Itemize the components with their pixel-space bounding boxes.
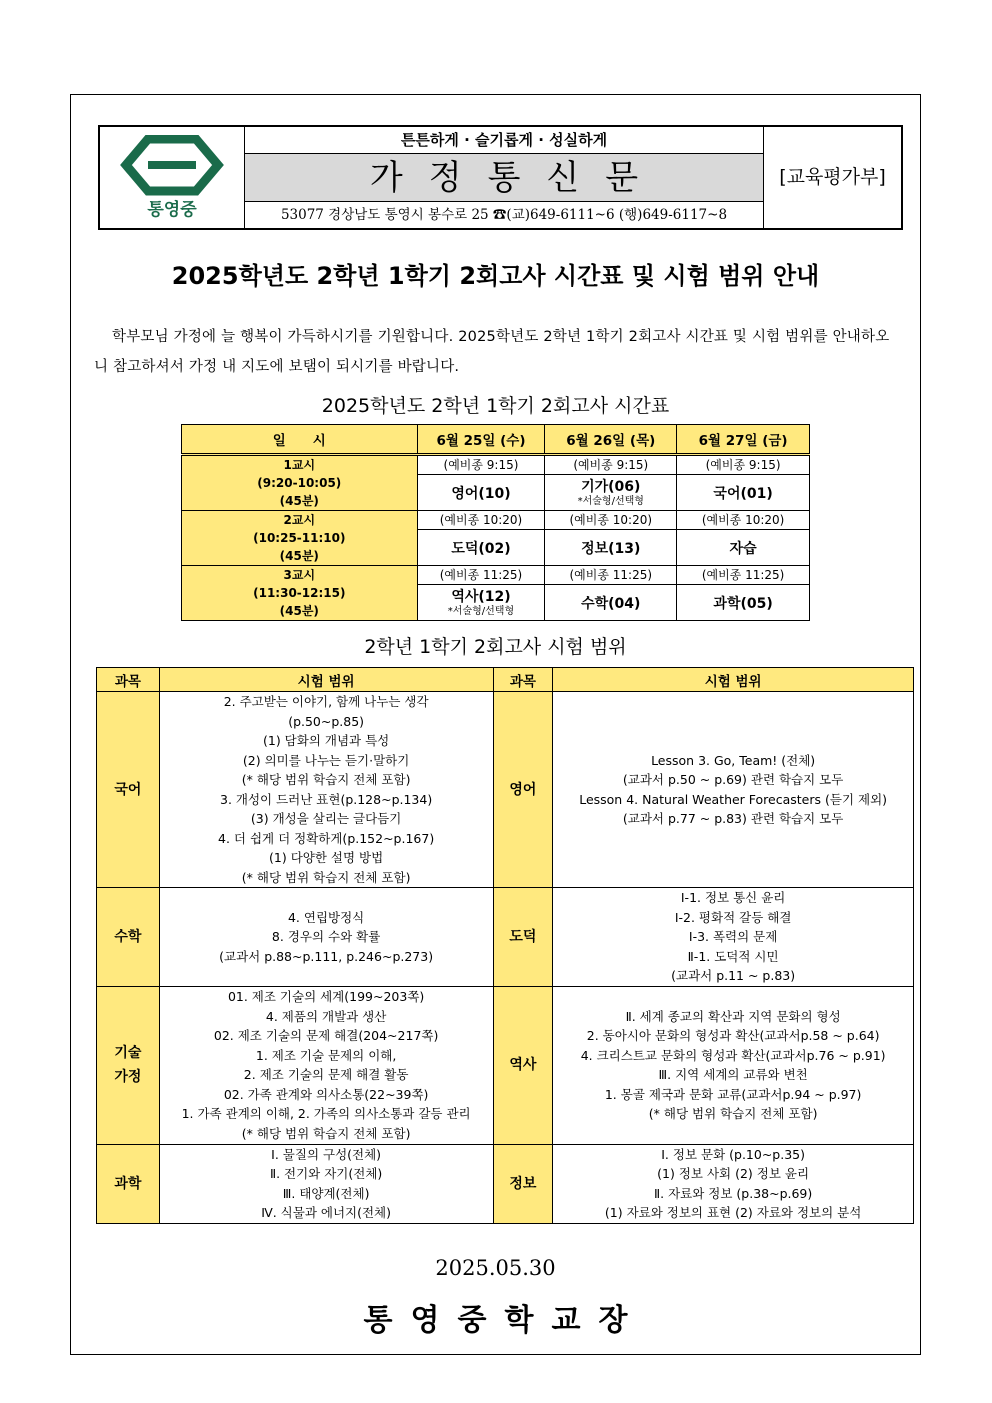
range-line: (교과서 p.50 ~ p.69) 관련 학습지 모두 xyxy=(622,772,844,787)
range-line: Ⅲ. 태양계(전체) xyxy=(282,1185,370,1201)
range-line: 2. 제조 기술의 문제 해결 활동 xyxy=(243,1067,409,1082)
subject-label: 영어 xyxy=(509,781,537,798)
range-line: Ⅰ-1. 정보 통신 윤리 xyxy=(680,890,786,905)
range-line: Ⅰ-3. 폭력의 문제 xyxy=(688,929,778,944)
range-line: 01. 제조 기술의 세계(199~203쪽) xyxy=(227,989,425,1004)
range-line: Ⅱ. 세계 종교의 확산과 지역 문화의 형성 xyxy=(625,1008,841,1024)
exam-subject: 기가(06) xyxy=(581,479,641,496)
range-line: (1) 다양한 설명 방법 xyxy=(269,850,384,865)
range-line: 02. 가족 관계와 의사소통(22~39쪽) xyxy=(223,1086,429,1102)
range-content xyxy=(159,986,493,1144)
period-time: (9:20-10:05) xyxy=(257,476,342,490)
range-line: Ⅰ. 물질의 구성(전체) xyxy=(271,1146,382,1162)
range-line: Ⅱ. 자료와 정보 (p.38~p.69) xyxy=(653,1185,813,1201)
day-header: 6월 25일 (수) xyxy=(417,425,545,455)
period-name: 2교시 xyxy=(283,513,316,527)
exam-range-table xyxy=(96,667,914,1224)
exam-subject: 자습 xyxy=(677,530,810,566)
newsletter-title: 가정통신문 xyxy=(245,154,763,202)
bell-time: (예비종 11:25) xyxy=(677,566,810,585)
range-line: 1. 몽골 제국과 문화 교류(교과서p.94 ~ p.97) xyxy=(604,1086,862,1102)
range-line: 4. 연립방정식 xyxy=(287,909,365,925)
col-subject-header: 과목 xyxy=(97,668,160,692)
subject-name xyxy=(493,1144,553,1223)
subject-label: 수학 xyxy=(114,928,142,945)
period-name: 1교시 xyxy=(283,458,316,472)
range-line: (교과서 p.11 ~ p.83) xyxy=(671,968,796,983)
range-line: (2) 의미를 나누는 듣기·말하기 xyxy=(242,752,410,768)
range-line: 3. 개성이 드러난 표현(p.128~p.134) xyxy=(220,791,433,807)
school-address: 53077 경상남도 통영시 봉수로 25 ☎(교)649-6111~6 (행)649-6117~8 xyxy=(280,207,728,223)
range-row xyxy=(97,986,914,1144)
col-subject-header: 과목 xyxy=(493,668,553,692)
range-line: 8. 경우의 수와 확률 xyxy=(271,929,381,944)
period-duration: (45분) xyxy=(279,494,319,508)
range-line: 2. 주고받는 이야기, 함께 나누는 생각 xyxy=(223,694,429,709)
subject-name xyxy=(493,692,553,888)
period-time: (10:25-11:10) xyxy=(253,531,346,545)
range-content xyxy=(159,692,493,888)
range-line: (3) 개성을 살리는 글다듬기 xyxy=(250,811,402,826)
range-line: Ⅰ. 정보 문화 (p.10~p.35) xyxy=(661,1146,805,1162)
exam-subject: 도덕(02) xyxy=(417,530,545,566)
range-line: Lesson 3. Go, Team! (전체) xyxy=(651,752,816,768)
period-name: 3교시 xyxy=(283,568,316,582)
period-cell xyxy=(182,511,418,566)
range-line: (교과서 p.77 ~ p.83) 관련 학습지 모두 xyxy=(622,811,844,826)
bell-time: (예비종 10:20) xyxy=(545,511,677,530)
school-motto: 튼튼하게 · 슬기롭게 · 성실하게 xyxy=(245,127,763,154)
subject-name xyxy=(97,888,160,987)
exam-subject: 역사(12) xyxy=(451,589,511,606)
subject-name xyxy=(97,692,160,888)
exam-subject: 수학(04) xyxy=(545,585,677,621)
range-line: (1) 담화의 개념과 특성 xyxy=(263,733,390,748)
logo-text: 통영중 xyxy=(147,200,197,220)
range-line: (* 해당 범위 학습지 전체 포함) xyxy=(241,869,411,885)
range-line: (교과서 p.88~p.111, p.246~p.273) xyxy=(219,948,434,964)
range-content xyxy=(553,1144,914,1223)
period-duration: (45분) xyxy=(279,604,319,618)
exam-note: *서술형/선택형 xyxy=(577,496,644,508)
range-line: (1) 자료와 정보의 표현 (2) 자료와 정보의 분석 xyxy=(604,1205,862,1220)
intro-paragraph xyxy=(94,322,896,382)
range-line: (1) 정보 사회 (2) 정보 윤리 xyxy=(657,1166,810,1181)
school-logo xyxy=(100,127,245,228)
schedule-table xyxy=(181,424,810,621)
col-range-header: 시험 범위 xyxy=(159,668,493,692)
bell-time: (예비종 9:15) xyxy=(677,455,810,475)
range-line: Ⅳ. 식물과 에너지(전체) xyxy=(261,1205,392,1220)
period-cell xyxy=(182,566,418,621)
subject-label: 국어 xyxy=(114,781,142,798)
range-line: 2. 동아시아 문화의 형성과 확산(교과서p.58 ~ p.64) xyxy=(586,1028,880,1043)
subject-label: 도덕 xyxy=(509,928,537,945)
day-header: 6월 26일 (목) xyxy=(545,425,677,455)
range-line: 1. 제조 기술 문제의 이해, xyxy=(255,1047,397,1063)
range-row xyxy=(97,692,914,888)
day-header: 6월 27일 (금) xyxy=(677,425,810,455)
subject-label: 기술 가정 xyxy=(114,1045,142,1085)
range-content xyxy=(159,1144,493,1223)
page-title: 2025학년도 2학년 1학기 2회고사 시간표 및 시험 범위 안내 xyxy=(171,262,820,290)
range-line: (p.50~p.85) xyxy=(288,713,365,729)
period-duration: (45분) xyxy=(279,549,319,563)
bell-time: (예비종 11:25) xyxy=(545,566,677,585)
bell-time: (예비종 9:15) xyxy=(545,455,677,475)
exam-subject: 영어(10) xyxy=(417,475,545,511)
bell-time: (예비종 10:20) xyxy=(417,511,545,530)
subject-name xyxy=(97,986,160,1144)
bell-time: (예비종 9:15) xyxy=(417,455,545,475)
subject-label: 정보 xyxy=(509,1175,537,1192)
subject-name xyxy=(493,888,553,987)
range-row xyxy=(97,1144,914,1223)
range-line: Ⅱ. 전기와 자기(전체) xyxy=(269,1166,383,1181)
range-line: Ⅱ-1. 도덕적 시민 xyxy=(687,948,779,964)
range-line: 02. 제조 기술의 문제 해결(204~217쪽) xyxy=(213,1028,439,1043)
exam-subject-cell xyxy=(417,585,545,621)
department-label: [교육평가부] xyxy=(763,127,901,228)
range-line: Ⅲ. 지역 세계의 교류와 변천 xyxy=(658,1067,808,1082)
bell-time: (예비종 10:20) xyxy=(677,511,810,530)
subject-name xyxy=(97,1144,160,1223)
exam-subject: 국어(01) xyxy=(677,475,810,511)
exam-subject: 과학(05) xyxy=(677,585,810,621)
range-row xyxy=(97,888,914,987)
range-title: 2학년 1학기 2회고사 시험 범위 xyxy=(364,636,627,658)
period-cell xyxy=(182,455,418,511)
subject-label: 역사 xyxy=(509,1057,537,1073)
exam-subject: 정보(13) xyxy=(545,530,677,566)
issue-date: 2025.05.30 xyxy=(435,1256,556,1280)
range-line: Lesson 4. Natural Weather Forecasters (듣기 제외) xyxy=(579,791,888,807)
range-line: Ⅰ-2. 평화적 갈등 해결 xyxy=(674,909,792,925)
range-content xyxy=(553,692,914,888)
subject-label: 과학 xyxy=(114,1175,142,1192)
range-line: 4. 크리스트교 문화의 형성과 확산(교과서p.76 ~ p.91) xyxy=(580,1047,886,1063)
range-content xyxy=(159,888,493,987)
range-line: (* 해당 범위 학습지 전체 포함) xyxy=(241,1125,411,1141)
intro-text: 학부모님 가정에 늘 행복이 가득하시기를 기원합니다. 2025학년도 2학년 1학기 2회고사 시간표 및 시험 범위를 안내하오니 참고하셔서 가정 내 지도에 보탬이 되시기를 바랍니다. xyxy=(94,329,890,375)
range-line: 1. 가족 관계의 이해, 2. 가족의 의사소통과 갈등 관리 xyxy=(181,1106,471,1121)
exam-subject-cell xyxy=(545,475,677,511)
range-line: (* 해당 범위 학습지 전체 포함) xyxy=(241,772,411,787)
col-range-header: 시험 범위 xyxy=(553,668,914,692)
range-content xyxy=(553,888,914,987)
principal-signature: 통영중학교장 xyxy=(363,1303,646,1338)
subject-name xyxy=(493,986,553,1144)
bell-time: (예비종 11:25) xyxy=(417,566,545,585)
letter-header xyxy=(98,125,903,230)
range-line: 4. 제품의 개발과 생산 xyxy=(265,1008,387,1024)
period-time: (11:30-12:15) xyxy=(253,586,346,600)
schedule-header-label: 일 시 xyxy=(182,425,418,455)
exam-note: *서술형/선택형 xyxy=(447,606,515,618)
range-line: 4. 더 쉽게 더 정확하게(p.152~p.167) xyxy=(218,830,435,846)
range-content xyxy=(553,986,914,1144)
range-line: (* 해당 범위 학습지 전체 포함) xyxy=(648,1106,818,1121)
schedule-title: 2025학년도 2학년 1학기 2회고사 시간표 xyxy=(321,395,670,417)
